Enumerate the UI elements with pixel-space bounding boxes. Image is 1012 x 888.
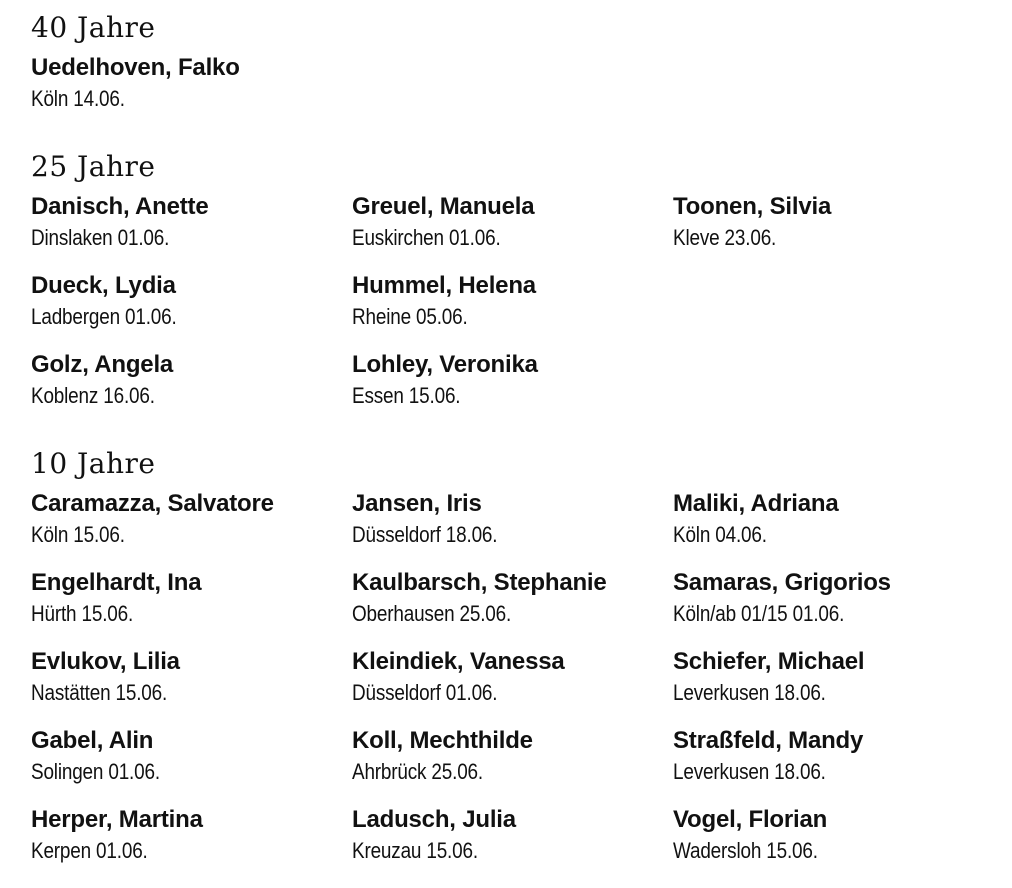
location-date: Ahrbrück 25.06.: [352, 759, 483, 784]
list-item: [31, 52, 352, 117]
location-date: Köln 04.06.: [673, 522, 767, 547]
empty-cell: [673, 270, 991, 335]
location-date: Köln 14.06.: [31, 86, 125, 111]
person-name: Evlukov, Lilia: [31, 648, 180, 675]
list-item: [673, 488, 991, 553]
list-item: [352, 488, 673, 553]
location-date: Euskirchen 01.06.: [352, 225, 501, 250]
person-name: Jansen, Iris: [352, 490, 482, 517]
entry-grid: [31, 488, 991, 869]
person-name: Maliki, Adriana: [673, 490, 839, 517]
location-date: Köln/ab 01/15 01.06.: [673, 601, 845, 626]
person-name: Hummel, Helena: [352, 272, 536, 299]
list-item: [352, 804, 673, 869]
section-heading: 10 Jahre: [31, 447, 156, 480]
person-name: Toonen, Silvia: [673, 193, 832, 220]
location-date: Kreuzau 15.06.: [352, 838, 478, 863]
list-item: [31, 270, 352, 335]
person-name: Golz, Angela: [31, 351, 174, 378]
location-date: Kerpen 01.06.: [31, 838, 148, 863]
location-date: Kleve 23.06.: [673, 225, 777, 250]
list-item: [673, 725, 991, 790]
list-item: [31, 349, 352, 414]
person-name: Vogel, Florian: [673, 806, 828, 833]
list-item: [673, 804, 991, 869]
location-date: Oberhausen 25.06.: [352, 601, 512, 626]
location-date: Leverkusen 18.06.: [673, 680, 826, 705]
location-date: Hürth 15.06.: [31, 601, 134, 626]
person-name: Engelhardt, Ina: [31, 569, 202, 596]
location-date: Dinslaken 01.06.: [31, 225, 170, 250]
location-date: Leverkusen 18.06.: [673, 759, 826, 784]
list-item: [352, 270, 673, 335]
person-name: Uedelhoven, Falko: [31, 54, 240, 81]
person-name: Schiefer, Michael: [673, 648, 865, 675]
location-date: Rheine 05.06.: [352, 304, 468, 329]
section-25-jahre: [31, 150, 991, 414]
list-item: [352, 191, 673, 256]
person-name: Dueck, Lydia: [31, 272, 176, 299]
person-name: Koll, Mechthilde: [352, 727, 533, 754]
list-item: [673, 567, 991, 632]
section-10-jahre: [31, 447, 991, 869]
list-item: [31, 646, 352, 711]
person-name: Kleindiek, Vanessa: [352, 648, 565, 675]
list-item: [31, 191, 352, 256]
location-date: Düsseldorf 01.06.: [352, 680, 498, 705]
location-date: Köln 15.06.: [31, 522, 125, 547]
person-name: Ladusch, Julia: [352, 806, 516, 833]
list-item: [352, 349, 673, 414]
section-heading: 40 Jahre: [31, 11, 156, 44]
person-name: Straßfeld, Mandy: [673, 727, 864, 754]
list-item: [673, 191, 991, 256]
list-item: [352, 725, 673, 790]
person-name: Lohley, Veronika: [352, 351, 538, 378]
list-item: [31, 488, 352, 553]
location-date: Solingen 01.06.: [31, 759, 160, 784]
person-name: Danisch, Anette: [31, 193, 209, 220]
section-heading: 25 Jahre: [31, 150, 156, 183]
list-item: [352, 646, 673, 711]
list-item: [31, 567, 352, 632]
person-name: Kaulbarsch, Stephanie: [352, 569, 607, 596]
person-name: Greuel, Manuela: [352, 193, 535, 220]
location-date: Essen 15.06.: [352, 383, 461, 408]
location-date: Wadersloh 15.06.: [673, 838, 818, 863]
location-date: Koblenz 16.06.: [31, 383, 155, 408]
section-40-jahre: [31, 11, 991, 117]
person-name: Herper, Martina: [31, 806, 203, 833]
location-date: Ladbergen 01.06.: [31, 304, 177, 329]
person-name: Caramazza, Salvatore: [31, 490, 274, 517]
entry-grid: [31, 52, 991, 117]
list-item: [31, 725, 352, 790]
location-date: Nastätten 15.06.: [31, 680, 168, 705]
list-item: [352, 567, 673, 632]
list-item: [673, 646, 991, 711]
person-name: Gabel, Alin: [31, 727, 154, 754]
person-name: Samaras, Grigorios: [673, 569, 891, 596]
list-item: [31, 804, 352, 869]
location-date: Düsseldorf 18.06.: [352, 522, 498, 547]
entry-grid: [31, 191, 991, 414]
